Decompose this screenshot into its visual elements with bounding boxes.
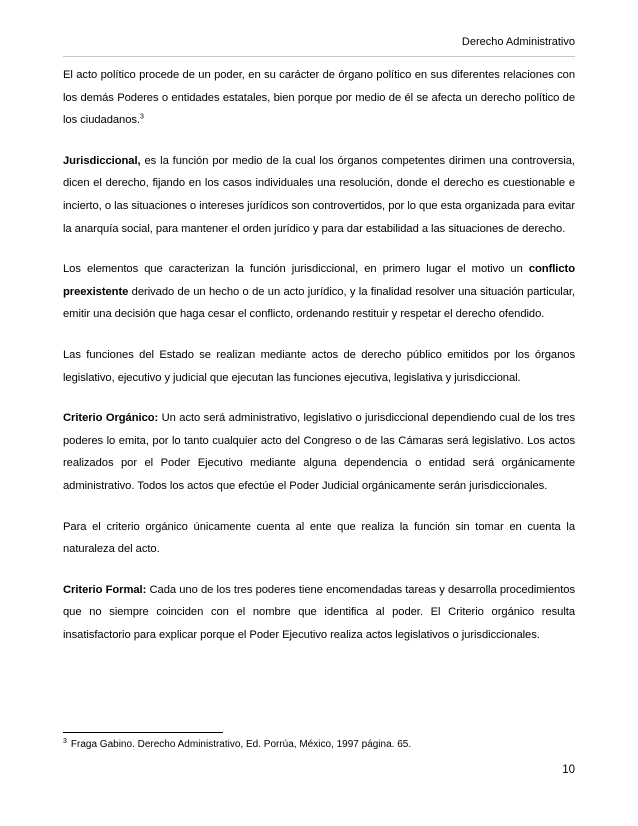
paragraph-acto-politico bbox=[63, 64, 575, 132]
term-heading: Criterio Orgánico: bbox=[63, 412, 159, 425]
running-header-title: Derecho Administrativo bbox=[461, 36, 575, 48]
document-body bbox=[63, 64, 575, 664]
footnote-reference: 3 bbox=[140, 113, 144, 121]
page-number: 10 bbox=[562, 764, 575, 776]
paragraph-text: El acto político procede de un poder, en su carácter de órgano político en sus diferentes relaciones con los demás Poderes o entidades estatales, bien porque por medio de él se afecta un derecho político de los ciudadanos. bbox=[63, 69, 575, 127]
paragraph-criterio-organico bbox=[63, 407, 575, 497]
paragraph-text: Para el criterio orgánico únicamente cuenta al ente que realiza la función sin tomar en cuenta la naturaleza del acto. bbox=[63, 520, 575, 556]
term-heading: Jurisdiccional, bbox=[63, 154, 141, 167]
paragraph-text: Los elementos que caracterizan la función jurisdiccional, en primero lugar el motivo un bbox=[63, 263, 529, 276]
paragraph-jurisdiccional bbox=[63, 150, 575, 240]
paragraph-text: Un acto será administrativo, legislativo o jurisdiccional dependiendo cual de los tres poderes lo emita, por lo tanto cualquier acto del Congreso o de las Cámaras será legislativo. Los actos realizados por el Poder Ejecutivo mediante alguna dependencia o entidad será orgánicamente administrativo. Todos los actos que efectúe el Poder Judicial orgánicamente serán jurisdiccionales. bbox=[63, 412, 575, 492]
paragraph-text: Las funciones del Estado se realizan mediante actos de derecho público emitidos por los órganos legislativo, ejecutivo y judicial que ejecutan las funciones ejecutiva, legislativa y jurisdiccional. bbox=[63, 348, 575, 384]
paragraph-elementos bbox=[63, 258, 575, 326]
footnote-divider bbox=[63, 732, 223, 733]
paragraph-criterio-formal bbox=[63, 579, 575, 647]
paragraph-text: Cada uno de los tres poderes tiene encomendadas tareas y desarrolla procedimientos que no siempre coinciden con el nombre que identifica al poder. El Criterio orgánico resulta insatisfactorio para explicar porque el Poder Ejecutivo realiza actos legislativos o jurisdiccionales. bbox=[63, 583, 575, 641]
paragraph-text: derivado de un hecho o de un acto jurídico, y la finalidad resolver una situación particular, emitir una decisión que haga cesar el conflicto, ordenando restituir y respetar el derecho ofendido. bbox=[63, 285, 575, 321]
emphasized-term: conflicto preexistente bbox=[63, 263, 575, 298]
term-heading: Criterio Formal: bbox=[63, 583, 147, 596]
paragraph-funciones-estado bbox=[63, 344, 575, 389]
footnote-text: Fraga Gabino. Derecho Administrativo, Ed. Porrúa, México, 1997 página. 65. bbox=[70, 739, 412, 750]
footnote bbox=[63, 738, 575, 752]
footnote-number: 3 bbox=[63, 737, 67, 745]
paragraph-text: es la función por medio de la cual los órganos competentes dirimen una controversia, dicen el derecho, fijando en los casos individuales una resolución, donde el derecho es cuestionable e incierto, o las situaciones o intereses jurídicos son controvertidos, por lo que esta organizada para evitar la anarquía social, para mantener el orden jurídico y para dar estabilidad a las situaciones de derecho. bbox=[63, 154, 575, 235]
paragraph-criterio-organico-nota bbox=[63, 516, 575, 561]
header-divider bbox=[63, 56, 575, 57]
